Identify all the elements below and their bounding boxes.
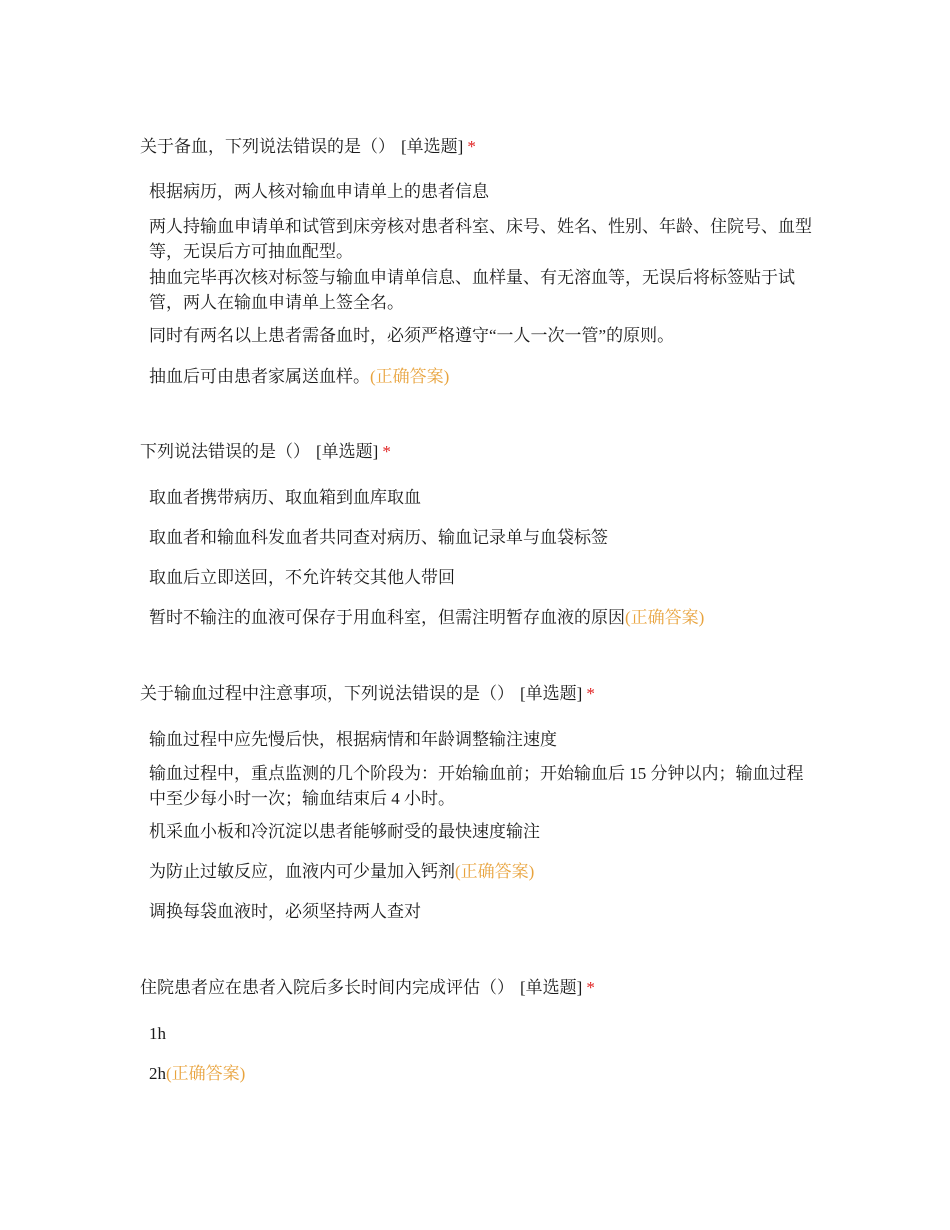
correct-answer-mark: (正确答案) xyxy=(625,608,705,627)
option-item: 取血者携带病历、取血箱到血库取血 xyxy=(149,488,421,507)
option-item-correct: 抽血后可由患者家属送血样。(正确答案) xyxy=(149,367,450,386)
question-type-label: [单选题] xyxy=(401,137,464,156)
correct-answer-mark: (正确答案) xyxy=(455,862,535,881)
option-item: 1h xyxy=(149,1024,166,1043)
option-item: 两人持输血申请单和试管到床旁核对患者科室、床号、姓名、性别、年龄、住院号、血型等，无误后方可抽血配型。 xyxy=(149,217,812,261)
question-title: 关于输血过程中注意事项，下列说法错误的是（） [单选题] * xyxy=(140,684,595,703)
option-item-correct: 2h(正确答案) xyxy=(149,1064,246,1083)
question-type-label: [单选题] xyxy=(316,442,379,461)
required-asterisk: * xyxy=(382,442,391,461)
option-item: 根据病历，两人核对输血申请单上的患者信息 xyxy=(149,182,489,201)
correct-answer-mark: (正确答案) xyxy=(166,1064,246,1083)
required-asterisk: * xyxy=(467,137,476,156)
option-item: 输血过程中，重点监测的几个阶段为：开始输血前；开始输血后 15 分钟以内；输血过程中至少每小时一次；输血结束后 4 小时。 xyxy=(149,764,804,808)
option-item: 调换每袋血液时，必须坚持两人查对 xyxy=(149,902,421,921)
question-title: 下列说法错误的是（） [单选题] * xyxy=(140,442,391,461)
option-item-correct: 为防止过敏反应，血液内可少量加入钙剂(正确答案) xyxy=(149,862,535,881)
required-asterisk: * xyxy=(586,978,595,997)
option-item: 取血后立即送回，不允许转交其他人带回 xyxy=(149,568,455,587)
correct-answer-mark: (正确答案) xyxy=(370,367,450,386)
question-4 xyxy=(140,977,820,1083)
option-item: 机采血小板和冷沉淀以患者能够耐受的最快速度输注 xyxy=(149,822,540,841)
option-item: 同时有两名以上患者需备血时，必须严格遵守“一人一次一管”的原则。 xyxy=(149,326,675,345)
question-type-label: [单选题] xyxy=(520,978,583,997)
question-title: 住院患者应在患者入院后多长时间内完成评估（） [单选题] * xyxy=(140,978,595,997)
required-asterisk: * xyxy=(586,684,595,703)
option-item: 取血者和输血科发血者共同查对病历、输血记录单与血袋标签 xyxy=(149,528,608,547)
question-2 xyxy=(140,441,820,627)
question-1 xyxy=(140,136,820,386)
option-item-correct: 暂时不输注的血液可保存于用血科室，但需注明暂存血液的原因(正确答案) xyxy=(149,608,705,627)
question-3 xyxy=(140,683,820,921)
option-item: 抽血完毕再次核对标签与输血申请单信息、血样量、有无溶血等，无误后将标签贴于试管，两人在输血申请单上签全名。 xyxy=(149,268,795,312)
question-title: 关于备血，下列说法错误的是（） [单选题] * xyxy=(140,137,476,156)
question-type-label: [单选题] xyxy=(520,684,583,703)
option-item: 输血过程中应先慢后快，根据病情和年龄调整输注速度 xyxy=(149,730,557,749)
